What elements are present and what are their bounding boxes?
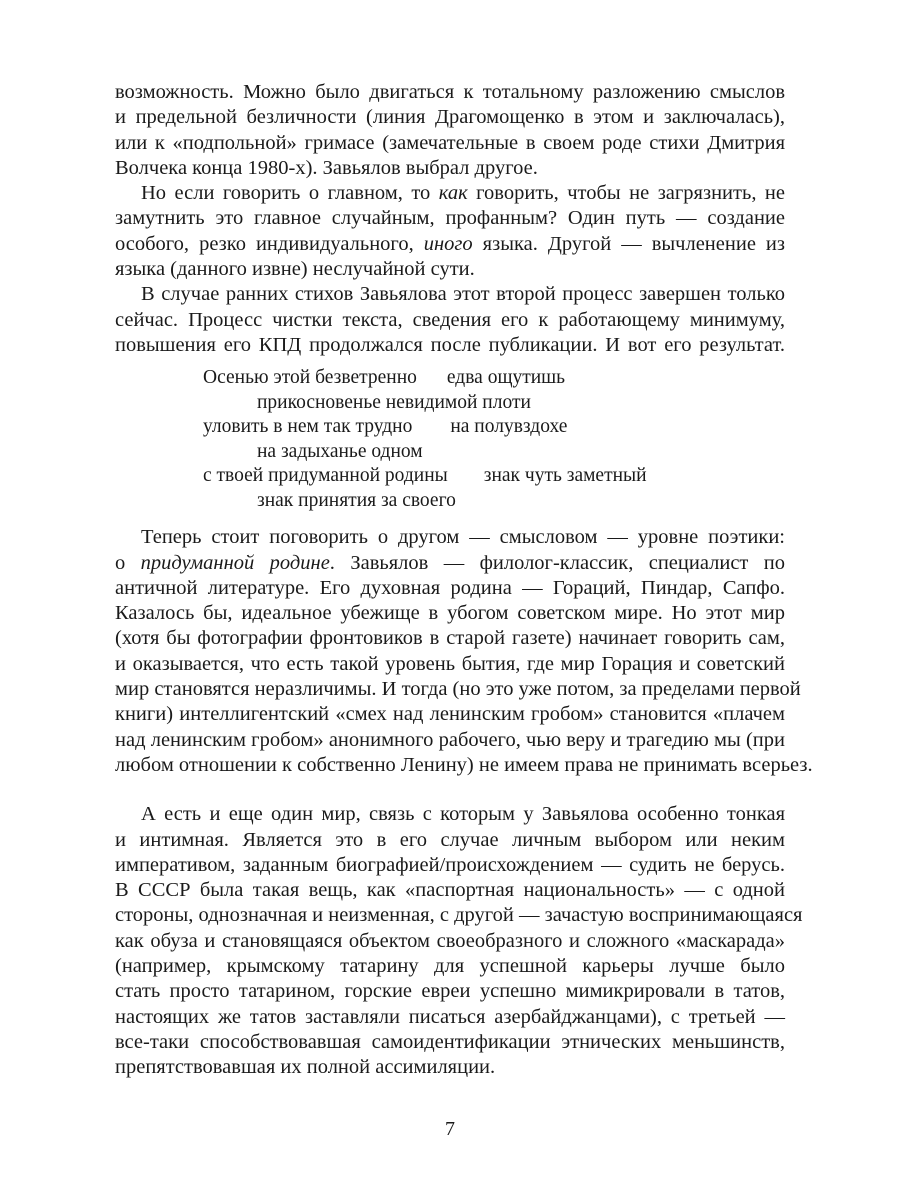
text-line: (например, крымскому татарину для успешной карьеры лучше было: [115, 955, 785, 978]
verse-text: с твоей придуманной родины: [203, 465, 448, 487]
text-line: и интимная. Является это в его случае личным выбором или неким: [115, 828, 785, 851]
text-run: языка. Другой — вычленение из: [472, 232, 786, 255]
paragraph-5: [115, 802, 803, 1080]
paragraph-1: [115, 80, 785, 181]
verse-text: знак чуть заметный: [483, 465, 647, 487]
text-run: Но если говорить о главном, то: [141, 182, 439, 205]
section-break: [115, 778, 785, 802]
text-line: все-таки способствовавшая самоидентификации этнических меньшинств,: [115, 1030, 785, 1053]
verse-text: уловить в нем так трудно: [203, 416, 413, 438]
text-line: языка (данного извне) неслучайной сути.: [115, 258, 475, 281]
text-line: В СССР была такая вещь, как «паспортная национальность» — с одной: [115, 879, 785, 902]
paragraph-4: [115, 525, 813, 778]
text-line: книги) интеллигентский «смех над ленинским гробом» становится «плачем: [115, 703, 785, 726]
text-run: о: [115, 551, 141, 574]
text-line: сейчас. Процесс чистки текста, сведения его к работающему минимуму,: [115, 308, 785, 331]
text-line: над ленинским гробом» анонимного рабочего, чью веру и трагедию мы (при: [115, 728, 785, 751]
text-run: говорить, чтобы не загрязнить, не: [467, 182, 785, 205]
text-line: или к «подпольной» гримасе (замечательные в своем роде стихи Дмитрия: [115, 131, 785, 154]
text-line: А есть и еще один мир, связь с которым у Завьялова особенно тонкая: [141, 803, 785, 826]
text-line: повышения его КПД продолжался после публикации. И вот его результат.: [115, 333, 785, 356]
poem-quotation: [203, 366, 785, 513]
text-line: настоящих же татов заставляли писаться азербайджанцами), с третьей —: [115, 1005, 785, 1028]
paragraph-2: [115, 181, 785, 282]
text-line: В случае ранних стихов Завьялова этот второй процесс завершен только: [141, 283, 785, 306]
text-line: стороны, однозначная и неизменная, с другой — зачастую воспринимающаяся: [115, 904, 803, 927]
page-number: 7: [445, 1118, 455, 1140]
text-line: античной литературе. Его духовная родина — Гораций, Пиндар, Сапфо.: [115, 576, 785, 599]
emphasis-text: как: [438, 182, 468, 205]
text-line: Теперь стоит поговорить о другом — смысловом — уровне поэтики:: [141, 526, 785, 549]
verse-text: на полувздохе: [450, 416, 568, 438]
paragraph-3: [115, 282, 785, 358]
verse-line: знак принятия за своего: [257, 489, 456, 511]
text-line: [115, 181, 785, 206]
text-line: замутнить это главное случайным, профанным? Один путь — создание: [115, 207, 785, 230]
text-line: препятствовавшая их полной ассимиляции.: [115, 1056, 496, 1079]
text-line: (хотя бы фотографии фронтовиков в старой газете) начинает говорить сам,: [115, 627, 785, 650]
text-line: как обуза и становящаяся объектом своеобразного и сложного «маскарада»: [115, 929, 785, 952]
text-line: мир становятся неразличимы. И тогда (но это уже потом, за пределами первой: [115, 678, 801, 701]
text-line: [115, 551, 785, 576]
emphasis-text: иного: [423, 232, 473, 255]
text-line: любом отношении к собственно Ленину) не имеем права не принимать всерьез.: [115, 753, 813, 776]
verse-line: прикосновенье невидимой плоти: [257, 391, 531, 413]
text-run: . Завьялов — филолог-классик, специалист по: [329, 551, 786, 574]
text-line: возможность. Можно было двигаться к тотальному разложению смыслов: [115, 81, 785, 103]
text-run: особого, резко индивидуального,: [115, 232, 424, 255]
text-line: императивом, заданным биографией/происхождением — судить не берусь.: [115, 853, 785, 876]
verse-text: Осенью этой безветренно: [203, 367, 417, 389]
text-line: Казалось бы, идеальное убежище в убогом советском мире. Но этот мир: [115, 602, 785, 625]
text-line: и предельной безличности (линия Драгомощенко в этом и заключалась),: [115, 106, 785, 129]
verse-line: на задыханье одном: [257, 440, 423, 462]
verse-text: едва ощутишь: [446, 367, 566, 389]
page-body: [115, 80, 813, 1081]
verse-line: [203, 415, 785, 440]
text-line: [115, 232, 785, 257]
text-line: Волчека конца 1980-х). Завьялов выбрал другое.: [115, 156, 538, 179]
verse-line: [203, 366, 785, 391]
text-line: стать просто татарином, горские евреи успешно мимикрировали в татов,: [115, 980, 785, 1003]
emphasis-text: придуманной родине: [140, 551, 330, 574]
verse-line: [203, 464, 785, 489]
text-line: и оказывается, что есть такой уровень бытия, где мир Горация и советский: [115, 652, 785, 675]
